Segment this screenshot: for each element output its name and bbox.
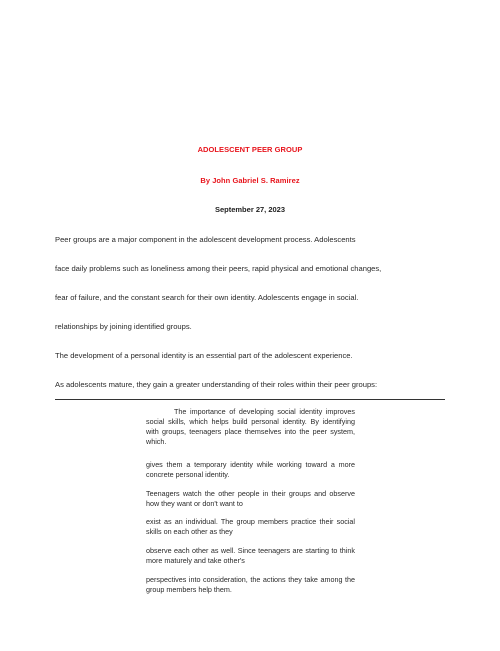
document-author: By John Gabriel S. Ramirez <box>200 176 300 185</box>
paragraph-line: face daily problems such as loneliness among their peers, rapid physical and emotional changes, <box>55 264 382 273</box>
quote-text: The importance of developing social identity improves social skills, which helps build personal identity. By identifying with groups, teenagers place themselves into the peer system, which. <box>146 407 355 446</box>
paragraph-line: Peer groups are a major component in the adolescent development process. Adolescents <box>55 235 356 244</box>
quote-block <box>146 407 355 447</box>
paragraph-line: As adolescents mature, they gain a greater understanding of their roles within their peer groups: <box>55 380 378 389</box>
quote-block: Teenagers watch the other people in their groups and observe how they want or don't want to <box>146 489 355 508</box>
section-divider <box>55 399 445 400</box>
paragraph-line: fear of failure, and the constant search for their own identity. Adolescents engage in social. <box>55 293 359 302</box>
document-title: ADOLESCENT PEER GROUP <box>197 145 303 154</box>
paragraph-line: The development of a personal identity is an essential part of the adolescent experience. <box>55 351 353 360</box>
document-date: September 27, 2023 <box>214 205 286 214</box>
quote-block: exist as an individual. The group members practice their social skills on each other as they <box>146 517 355 536</box>
quote-block: perspectives into consideration, the actions they take among the group members help them. <box>146 575 355 594</box>
paragraph-line: relationships by joining identified groups. <box>55 322 192 331</box>
quote-block: observe each other as well. Since teenagers are starting to think more maturely and take other's <box>146 546 355 565</box>
quote-block: gives them a temporary identity while working toward a more concrete personal identity. <box>146 460 355 479</box>
